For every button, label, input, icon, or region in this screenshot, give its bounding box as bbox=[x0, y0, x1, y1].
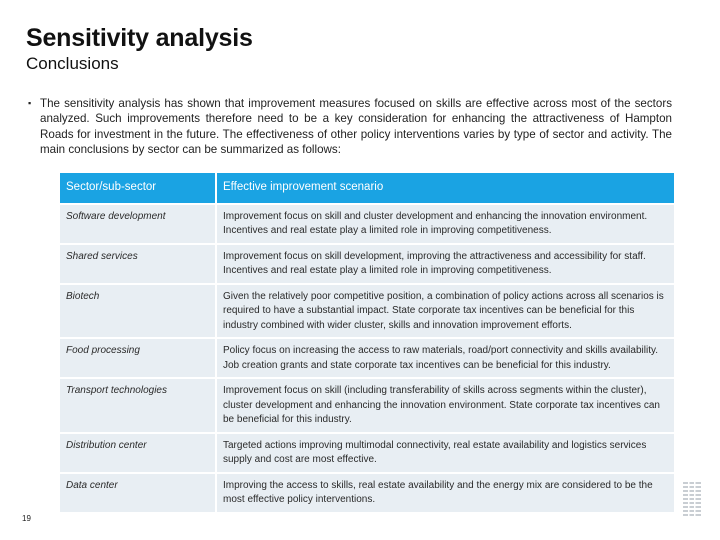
sector-cell: Distribution center bbox=[60, 434, 215, 472]
sector-cell: Data center bbox=[60, 474, 215, 512]
table-row bbox=[60, 379, 674, 432]
page-number: 19 bbox=[22, 514, 31, 523]
page-title: Sensitivity analysis bbox=[26, 24, 253, 52]
sector-summary-table bbox=[60, 171, 674, 514]
scenario-cell: Targeted actions improving multimodal connectivity, real estate availability and logistics services supply and cost are most effective. bbox=[215, 434, 674, 472]
sector-cell: Food processing bbox=[60, 339, 215, 377]
table-row bbox=[60, 205, 674, 243]
table-row bbox=[60, 285, 674, 338]
table-row bbox=[60, 434, 674, 472]
intro-text: The sensitivity analysis has shown that improvement measures focused on skills are effective across most of the sectors analyzed. Such improvements therefore need to be a key consideration for enhancing the attractiveness of Hampton Roads for investment in the future. The effectiveness of other policy interventions varies by type of sector and activity. The main conclusions by sector can be summarized as follows: bbox=[40, 97, 672, 157]
column-header-scenario: Effective improvement scenario bbox=[215, 173, 674, 203]
scenario-cell: Improvement focus on skill development, improving the attractiveness and accessibility for staff. Incentives and real estate play a limited role in improving competitiveness. bbox=[215, 245, 674, 283]
sector-cell: Biotech bbox=[60, 285, 215, 338]
page-subtitle: Conclusions bbox=[26, 54, 119, 73]
scenario-cell: Improvement focus on skill and cluster development and enhancing the innovation environment. Incentives and real estate play a limited role in improving competitiveness. bbox=[215, 205, 674, 243]
ibm-logo-icon bbox=[683, 482, 701, 516]
scenario-cell: Given the relatively poor competitive position, a combination of policy actions across all scenarios is required to have a substantial impact. State corporate tax incentives can be beneficial for this industry combined with wider cluster, skills and innovation improvement efforts. bbox=[215, 285, 674, 338]
bullet-icon: ▪ bbox=[28, 98, 32, 108]
sector-cell: Transport technologies bbox=[60, 379, 215, 432]
table-header-row bbox=[60, 173, 674, 203]
table-row bbox=[60, 339, 674, 377]
sector-cell: Shared services bbox=[60, 245, 215, 283]
sector-cell: Software development bbox=[60, 205, 215, 243]
table-row bbox=[60, 474, 674, 512]
column-header-sector: Sector/sub-sector bbox=[60, 173, 215, 203]
scenario-cell: Improvement focus on skill (including transferability of skills across segments within the cluster), cluster development and enhancing the innovation environment. State corporate tax incentives can be beneficial for this industry. bbox=[215, 379, 674, 432]
scenario-cell: Improving the access to skills, real estate availability and the energy mix are considered to be the most effective policy interventions. bbox=[215, 474, 674, 512]
scenario-cell: Policy focus on increasing the access to raw materials, road/port connectivity and skills availability. Job creation grants and state corporate tax incentives can be beneficial for this industry. bbox=[215, 339, 674, 377]
table-row bbox=[60, 245, 674, 283]
intro-paragraph bbox=[28, 96, 672, 158]
